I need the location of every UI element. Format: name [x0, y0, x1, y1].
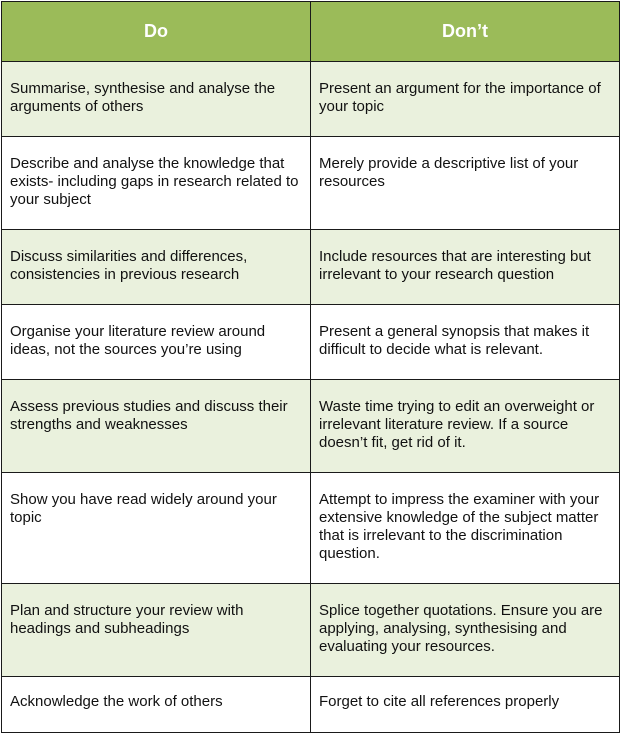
- do-cell: Acknowledge the work of others: [2, 677, 311, 733]
- do-cell: Discuss similarities and differences, consistencies in previous research: [2, 230, 311, 305]
- table-row: [2, 62, 620, 137]
- do-cell: Show you have read widely around your topic: [2, 473, 311, 584]
- table-row: [2, 473, 620, 584]
- table-row: [2, 584, 620, 677]
- dont-cell: Attempt to impress the examiner with your extensive knowledge of the subject matter that is irrelevant to the discrimination question.: [311, 473, 620, 584]
- dont-cell: Splice together quotations. Ensure you are applying, analysing, synthesising and evaluating your resources.: [311, 584, 620, 677]
- header-row: [2, 2, 620, 62]
- do-cell: Organise your literature review around ideas, not the sources you’re using: [2, 305, 311, 380]
- do-cell: Assess previous studies and discuss their strengths and weaknesses: [2, 380, 311, 473]
- do-cell: Plan and structure your review with headings and subheadings: [2, 584, 311, 677]
- do-cell: Summarise, synthesise and analyse the arguments of others: [2, 62, 311, 137]
- dont-cell: Waste time trying to edit an overweight or irrelevant literature review. If a source doesn’t fit, get rid of it.: [311, 380, 620, 473]
- dont-cell: Include resources that are interesting but irrelevant to your research question: [311, 230, 620, 305]
- table-row: [2, 137, 620, 230]
- dont-cell: Present an argument for the importance of your topic: [311, 62, 620, 137]
- header-dont: Don’t: [311, 2, 620, 62]
- table-row: [2, 230, 620, 305]
- dont-cell: Present a general synopsis that makes it difficult to decide what is relevant.: [311, 305, 620, 380]
- table-row: [2, 305, 620, 380]
- table-row: [2, 380, 620, 473]
- do-cell: Describe and analyse the knowledge that exists- including gaps in research related to your subject: [2, 137, 311, 230]
- dont-cell: Forget to cite all references properly: [311, 677, 620, 733]
- do-dont-table: [1, 1, 620, 733]
- dont-cell: Merely provide a descriptive list of your resources: [311, 137, 620, 230]
- header-do: Do: [2, 2, 311, 62]
- table-row: [2, 677, 620, 733]
